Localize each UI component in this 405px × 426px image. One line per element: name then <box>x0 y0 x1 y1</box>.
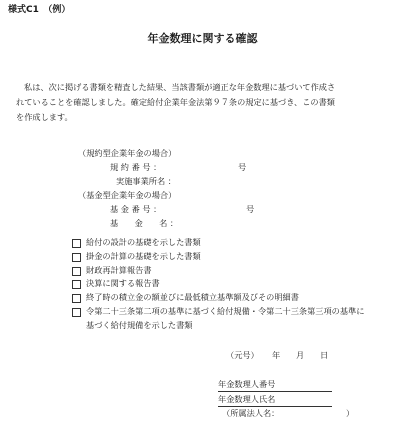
checklist-item-label: 財政再計算報告書 <box>86 264 152 275</box>
date-era: （元号） <box>226 350 259 360</box>
fund-number-suffix: 号 <box>246 204 255 214</box>
checkbox[interactable] <box>72 239 81 248</box>
paragraph-line: れていることを確認しました。確定給付企業年金法第９７条の規定に基づき、この書類 <box>16 97 335 107</box>
checklist-item[interactable] <box>72 236 392 250</box>
date-day: 日 <box>320 350 329 360</box>
contract-number-label: 規 約 番 号 ： <box>110 162 162 172</box>
checkbox[interactable] <box>72 267 81 276</box>
confirmation-paragraph <box>16 80 394 125</box>
checklist-item[interactable] <box>72 264 392 278</box>
form-label: 様式C1 （例） <box>8 5 71 15</box>
checklist-item[interactable] <box>72 250 392 264</box>
document-checklist <box>72 236 392 333</box>
checklist-item-label: 掛金の計算の基礎を示した書類 <box>86 250 201 261</box>
checklist-item-label-continued: 基づく給付規備を示した書類 <box>86 319 193 330</box>
contract-number-suffix: 号 <box>238 162 247 172</box>
checkbox[interactable] <box>72 253 81 262</box>
office-name-label: 実施事業所名 ： <box>116 176 176 186</box>
document-title: 年金数理に関する確認 <box>147 32 258 45</box>
actuary-number-label: 年金数理人番号 <box>218 379 276 389</box>
fund-number-label: 基 金 番 号 ： <box>110 204 162 214</box>
date-year: 年 <box>272 350 281 360</box>
checklist-item-label: 終了時の積立金の額並びに最低積立基準額及びその明細書 <box>86 292 299 303</box>
paragraph-line: 私は、次に掲げる書類を精査した結果、当該書類が適正な年金数理に基づいて作成さ <box>24 82 336 92</box>
actuary-name-line <box>218 406 332 407</box>
checklist-item-label: 給付の設計の基礎を示した書類 <box>86 237 201 247</box>
fund-heading: （基金型企業年金の場合） <box>78 190 177 200</box>
actuary-number-line <box>218 391 332 392</box>
checklist-item-label: 決算に関する報告書 <box>86 278 160 289</box>
checklist-item[interactable] <box>72 305 392 333</box>
date-month: 月 <box>296 350 305 360</box>
checkbox[interactable] <box>72 308 81 317</box>
checklist-item-label: 令第二十三条第二項の基準に基づく給付規備・令第二十三条第三項の基準に <box>86 305 365 316</box>
defined-benefit-heading: （規約型企業年金の場合） <box>78 148 177 158</box>
checklist-item[interactable] <box>72 291 392 305</box>
checklist-item[interactable] <box>72 277 392 291</box>
company-name-label: （所属法人名： <box>222 408 280 418</box>
checkbox[interactable] <box>72 280 81 289</box>
actuary-name-label: 年金数理人氏名 <box>218 394 276 404</box>
checkbox[interactable] <box>72 294 81 303</box>
company-name-close: ） <box>346 408 355 418</box>
fund-name-label: 基 金 名 ： <box>110 218 179 228</box>
paragraph-line: を作成します。 <box>16 112 73 122</box>
